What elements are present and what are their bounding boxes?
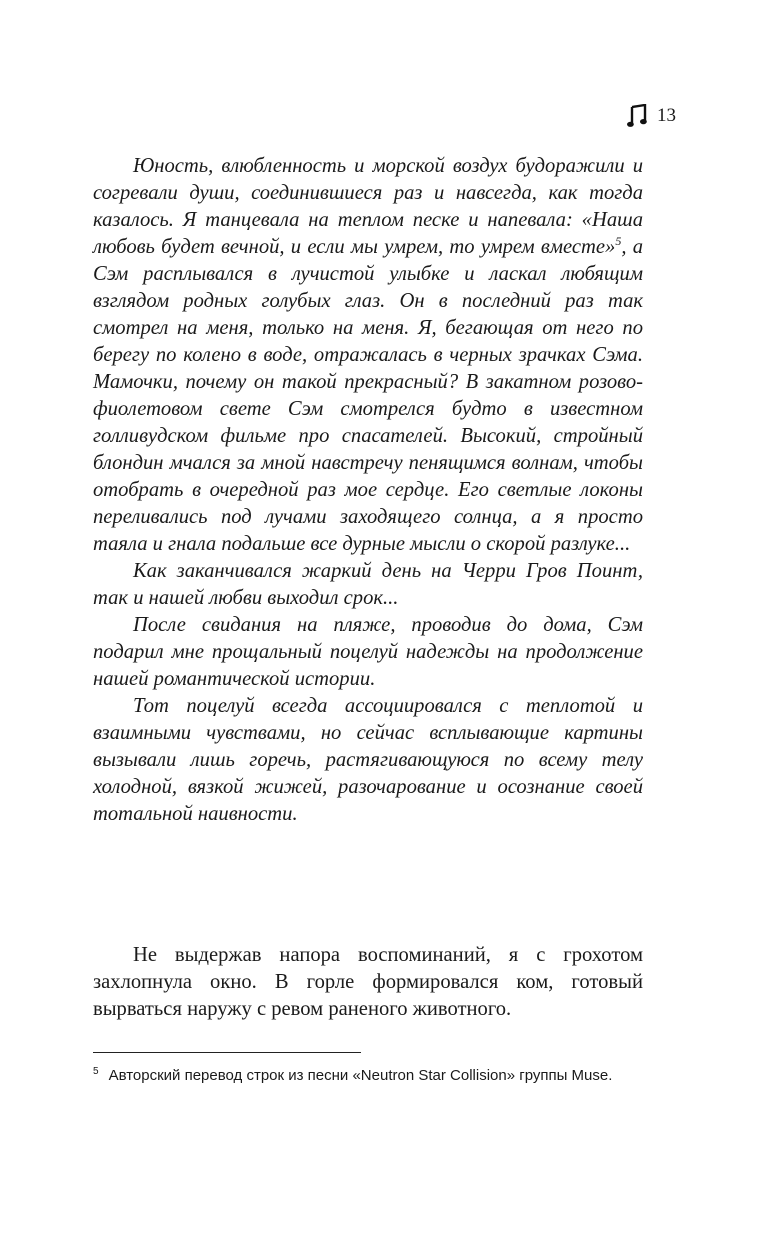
footnote — [93, 1066, 645, 1086]
paragraph — [93, 153, 643, 558]
footnote-reference[interactable]: 5 — [615, 234, 622, 249]
paragraph-text: Юность, влюбленность и морской воздух будоражили и согревали души, соединившиеся раз и навсегда, как тогда казалось. Я танцевала на теплом песке и напевала: «Наша любовь будет вечной, и если мы умрем, то умрем вместе» — [93, 155, 643, 258]
paragraph: Как заканчивался жаркий день на Черри Гров Поинт, так и нашей любви выходил срок... — [93, 560, 643, 609]
footnote-text: Авторский перевод строк из песни «Neutron Star Collision» группы Muse. — [108, 1067, 613, 1084]
paragraph: После свидания на пляже, проводив до дома, Сэм подарил мне прощальный поцелуй надежды на продолжение нашей романтической истории. — [93, 614, 643, 690]
footnote-divider — [93, 1052, 361, 1053]
paragraph: Тот поцелуй всегда ассоциировался с теплотой и взаимными чувствами, но сейчас всплывающие картины вызывали лишь горечь, растягивающуюся по всему телу холодной, вязкой жижей, разочарование и осознание своей тотальной наивности. — [93, 695, 643, 825]
footnote-mark: 5 — [93, 1066, 99, 1077]
music-note-icon — [627, 104, 647, 128]
paragraph-text: , а Сэм расплывался в лучистой улыбке и ласкал любящим взглядом родных голубых глаз. Он в последний раз так смотрел на меня, только на меня. Я, бегающая от него по берегу по колено в воде, отражалась в черных зрачках Сэма. Мамочки, почему он такой прекрасный? В закатном розово-фиолетовом свете Сэм смотрелся будто в известном голливудском фильме про спасателей. Высокий, стройный блондин мчался за мной навстречу пенящимся волнам, чтобы отобрать в очередной раз мое сердце. Его светлые локоны переливались под лучами заходящего солнца, а я просто таяла и гнала подальше все дурные мысли о скорой разлуке... — [93, 236, 643, 555]
regular-passage — [93, 942, 643, 1023]
page-header — [627, 104, 676, 128]
italic-passage — [93, 153, 643, 828]
paragraph: Не выдержав напора воспоминаний, я с грохотом захлопнула окно. В горле формировался ком, готовый вырваться наружу с ревом раненого животного. — [93, 944, 643, 1020]
page-number: 13 — [657, 105, 676, 126]
